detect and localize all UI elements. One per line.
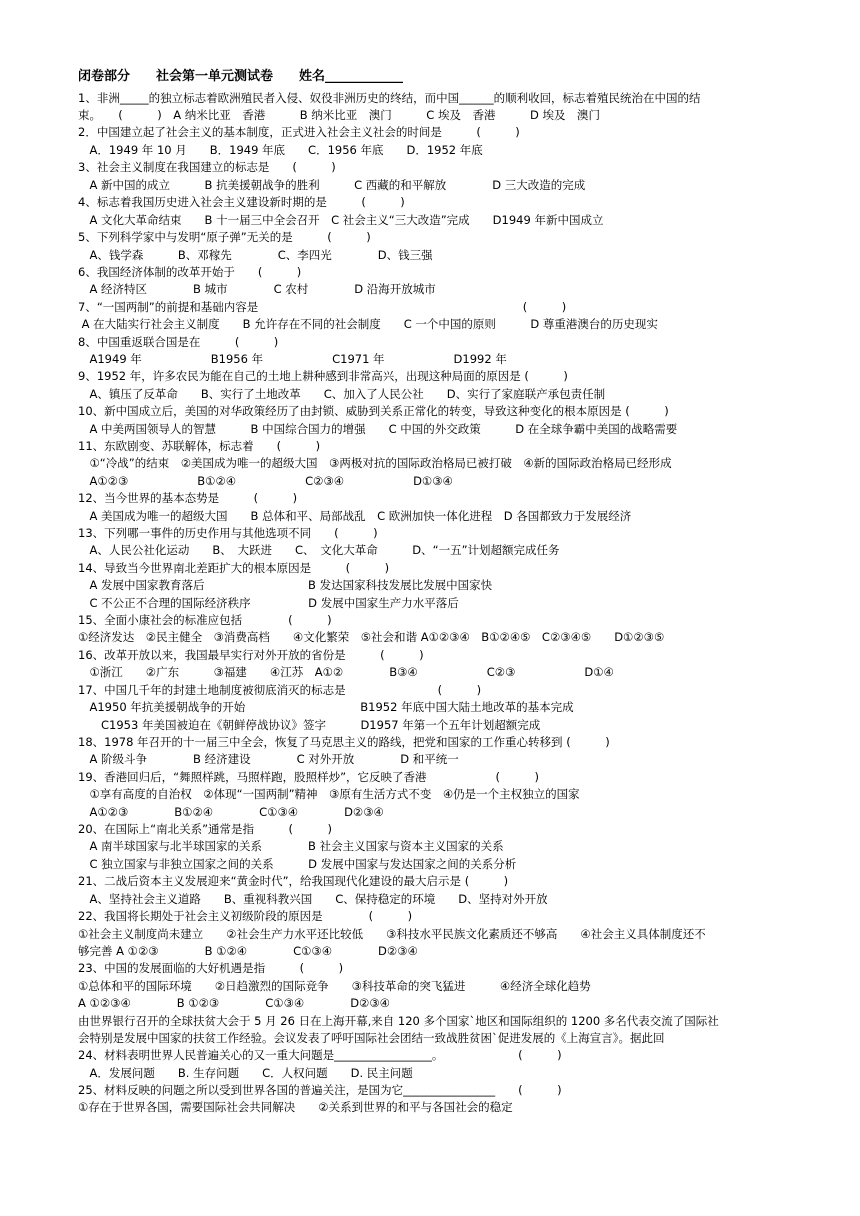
question-line: ①总体和平的国际环境 ②日趋激烈的国际竞争 ③科技革命的突飞猛进 ④经济全球化趋势 — [78, 979, 591, 993]
question-line: A．1949 年 10 月 B．1949 年底 C．1956 年底 D．1952 年底 — [78, 143, 483, 157]
question-line: ①浙江 ②广东 ③福建 ④江苏 A①② B③④ C②③ D①④ — [78, 665, 614, 679]
question-line: A1949 年 B1956 年 C1971 年 D1992 年 — [78, 352, 507, 366]
question-line: A 美国成为唯一的超级大国 B 总体和平、局部战乱 C 欧洲加快一体化进程 D 各国都致力于发展经济 — [78, 509, 632, 523]
question-line: A①②③ B①②④ C①③④ D②③④ — [78, 805, 384, 819]
question-line: 22、我国将长期处于社会主义初级阶段的原因是 ( ) — [78, 909, 413, 923]
question-line: ①经济发达 ②民主健全 ③消费高档 ④文化繁荣 ⑤社会和谐 A①②③④ B①②④⑤ C②③④⑤ D①②③⑤ — [78, 630, 665, 644]
question-line: A 南半球国家与北半球国家的关系 B 社会主义国家与资本主义国家的关系 — [78, 839, 504, 853]
question-line: A①②③ B①②④ C②③④ D①③④ — [78, 474, 453, 488]
question-line: ①社会主义制度尚未建立 ②社会生产力水平还比较低 ③科技水平民族文化素质还不够高 ④社会主义具体制度还不 — [78, 927, 706, 941]
question-line: A、钱学森 B、邓稼先 C、李四光 D、钱三强 — [78, 248, 433, 262]
question-line: ①“冷战”的结束 ②美国成为唯一的超级大国 ③两极对抗的国际政治格局已被打破 ④新的国际政治格局已经形成 — [78, 456, 672, 470]
question-line: 17、中国几千年的封建土地制度被彻底消灭的标志是 ( ) — [78, 683, 482, 697]
question-line: 2．中国建立起了社会主义的基本制度，正式进入社会主义社会的时间是 ( ) — [78, 125, 520, 139]
question-line: 11、东欧剧变、苏联解体，标志着 ( ) — [78, 439, 321, 453]
question-line: C 不公正不合理的国际经济秩序 D 发展中国家生产力水平落后 — [78, 596, 459, 610]
question-line: 8、中国重返联合国是在 ( ) — [78, 335, 279, 349]
question-line: 18、1978 年召开的十一届三中全会，恢复了马克思主义的路线，把党和国家的工作重心转移到 ( ) — [78, 735, 610, 749]
question-line: 14、导致当今世界南北差距扩大的根本原因是 ( ) — [78, 561, 390, 575]
question-line: 5、下列科学家中与发明“原子弹”无关的是 ( ) — [78, 230, 371, 244]
question-line: 9、1952 年，许多农民为能在自己的土地上耕种感到非常高兴，出现这种局面的原因是 ( ) — [78, 369, 568, 383]
question-line: A、人民公社化运动 B、 大跃进 C、 文化大革命 D、“一五”计划超额完成任务 — [78, 543, 560, 557]
question-line: A．发展问题 B. 生存问题 C．人权问题 D. 民主问题 — [78, 1066, 413, 1080]
question-line: 24、材料表明世界人民普遍关心的又一重大问题是_________________。 ( ) — [78, 1048, 562, 1062]
question-line: 7、“一国两制”的前提和基础内容是 ( ) — [78, 300, 567, 314]
question-line: 16、改革开放以来，我国最早实行对外开放的省份是 ( ) — [78, 648, 424, 662]
question-line: ①存在于世界各国，需要国际社会共同解决 ②关系到世界的和平与各国社会的稳定 — [78, 1100, 513, 1114]
question-line: 25、材料反映的问题之所以受到世界各国的普遍关注，是国为它________________ ( ) — [78, 1083, 562, 1097]
question-line: A 发展中国家教育落后 B 发达国家科技发展比发展中国家快 — [78, 578, 493, 592]
question-line: A 阶级斗争 B 经济建设 C 对外开放 D 和平统一 — [78, 752, 459, 766]
question-line: A 中美两国领导人的智慧 B 中国综合国力的增强 C 中国的外交政策 D 在全球争霸中美国的战略需要 — [78, 422, 678, 436]
question-line: A、坚持社会主义道路 B、重视科教兴国 C、保持稳定的环境 D、坚持对外开放 — [78, 892, 548, 906]
question-line: C 独立国家与非独立国家之间的关系 D 发展中国家与发达国家之间的关系分析 — [78, 857, 517, 871]
question-line: 21、二战后资本主义发展迎来“黄金时代”，给我国现代化建设的最大启示是 ( ) — [78, 874, 509, 888]
question-line: A 经济特区 B 城市 C 农村 D 沿海开放城市 — [78, 282, 436, 296]
question-line: 15、全面小康社会的标准应包括 ( ) — [78, 613, 332, 627]
question-line: A 文化大革命结束 B 十一届三中全会召开 C 社会主义“三大改造”完成 D1949 年新中国成立 — [78, 213, 604, 227]
question-line: A、镇压了反革命 B、实行了土地改革 C、加入了人民公社 D、实行了家庭联产承包责任制 — [78, 387, 606, 401]
question-line: 4、标志着我国历史进入社会主义建设新时期的是 ( ) — [78, 195, 405, 209]
question-line: A 新中国的成立 B 抗美援朝战争的胜利 C 西藏的和平解放 D 三大改造的完成 — [78, 178, 586, 192]
question-line: 由世界银行召开的全球扶贫大会于 5 月 26 日在上海开幕,来自 120 多个国家`地区和国际组织的 1200 多名代表交流了国际社 — [78, 1014, 719, 1028]
question-line: 23、中国的发展面临的大好机遇是指 ( ) — [78, 961, 344, 975]
question-line: 20、在国际上“南北关系”通常是指 ( ) — [78, 822, 333, 836]
question-line: 12、当今世界的基本态势是 ( ) — [78, 491, 298, 505]
question-line: 3、社会主义制度在我国建立的标志是 ( ) — [78, 160, 336, 174]
question-line: A 在大陆实行社会主义制度 B 允许存在不同的社会制度 C 一个中国的原则 D 尊重港澳台的历史现实 — [78, 317, 658, 331]
question-line: ①享有高度的自治权 ②体现“一国两制”精神 ③原有生活方式不变 ④仍是一个主权独立的国家 — [78, 787, 580, 801]
question-line: A ①②③④ B ①②③ C①③④ D②③④ — [78, 996, 390, 1010]
question-line: C1953 年美国被迫在《朝鲜停战协议》签字 D1957 年第一个五年计划超额完成 — [78, 718, 541, 732]
test-title: 闭卷部分 社会第一单元测试卷 姓名____________ — [78, 69, 404, 84]
question-line: A1950 年抗美援朝战争的开始 B1952 年底中国大陆土地改革的基本完成 — [78, 700, 574, 714]
question-line: 19、香港回归后，“舞照样跳，马照样跑，股照样炒”，它反映了香港 ( ) — [78, 770, 540, 784]
question-line: 1、非洲_____的独立标志着欧洲殖民者入侵、奴役非洲历史的终结，而中国______的顺利收回，标志着殖民统治在中国的结 — [78, 91, 701, 105]
question-line: 够完善 A ①②③ B ①②④ C①③④ D②③④ — [78, 944, 418, 958]
question-line: 10、新中国成立后，美国的对华政策经历了由封锁、威胁到关系正常化的转变，导致这种变化的根本原因是 ( ) — [78, 404, 669, 418]
question-line: 13、下列哪一事件的历史作用与其他选项不同 ( ) — [78, 526, 378, 540]
question-line: 束。 ( ) A 纳米比亚 香港 B 纳米比亚 澳门 C 埃及 香港 D 埃及 澳门 — [78, 108, 600, 122]
question-line: 会特别是发展中国家的扶贫工作经验。会议发表了呼吁国际社会团结一致战胜贫困`促进发展的《上海宣言》。据此回 — [78, 1031, 665, 1045]
question-line: 6、我国经济体制的改革开始于 ( ) — [78, 265, 302, 279]
